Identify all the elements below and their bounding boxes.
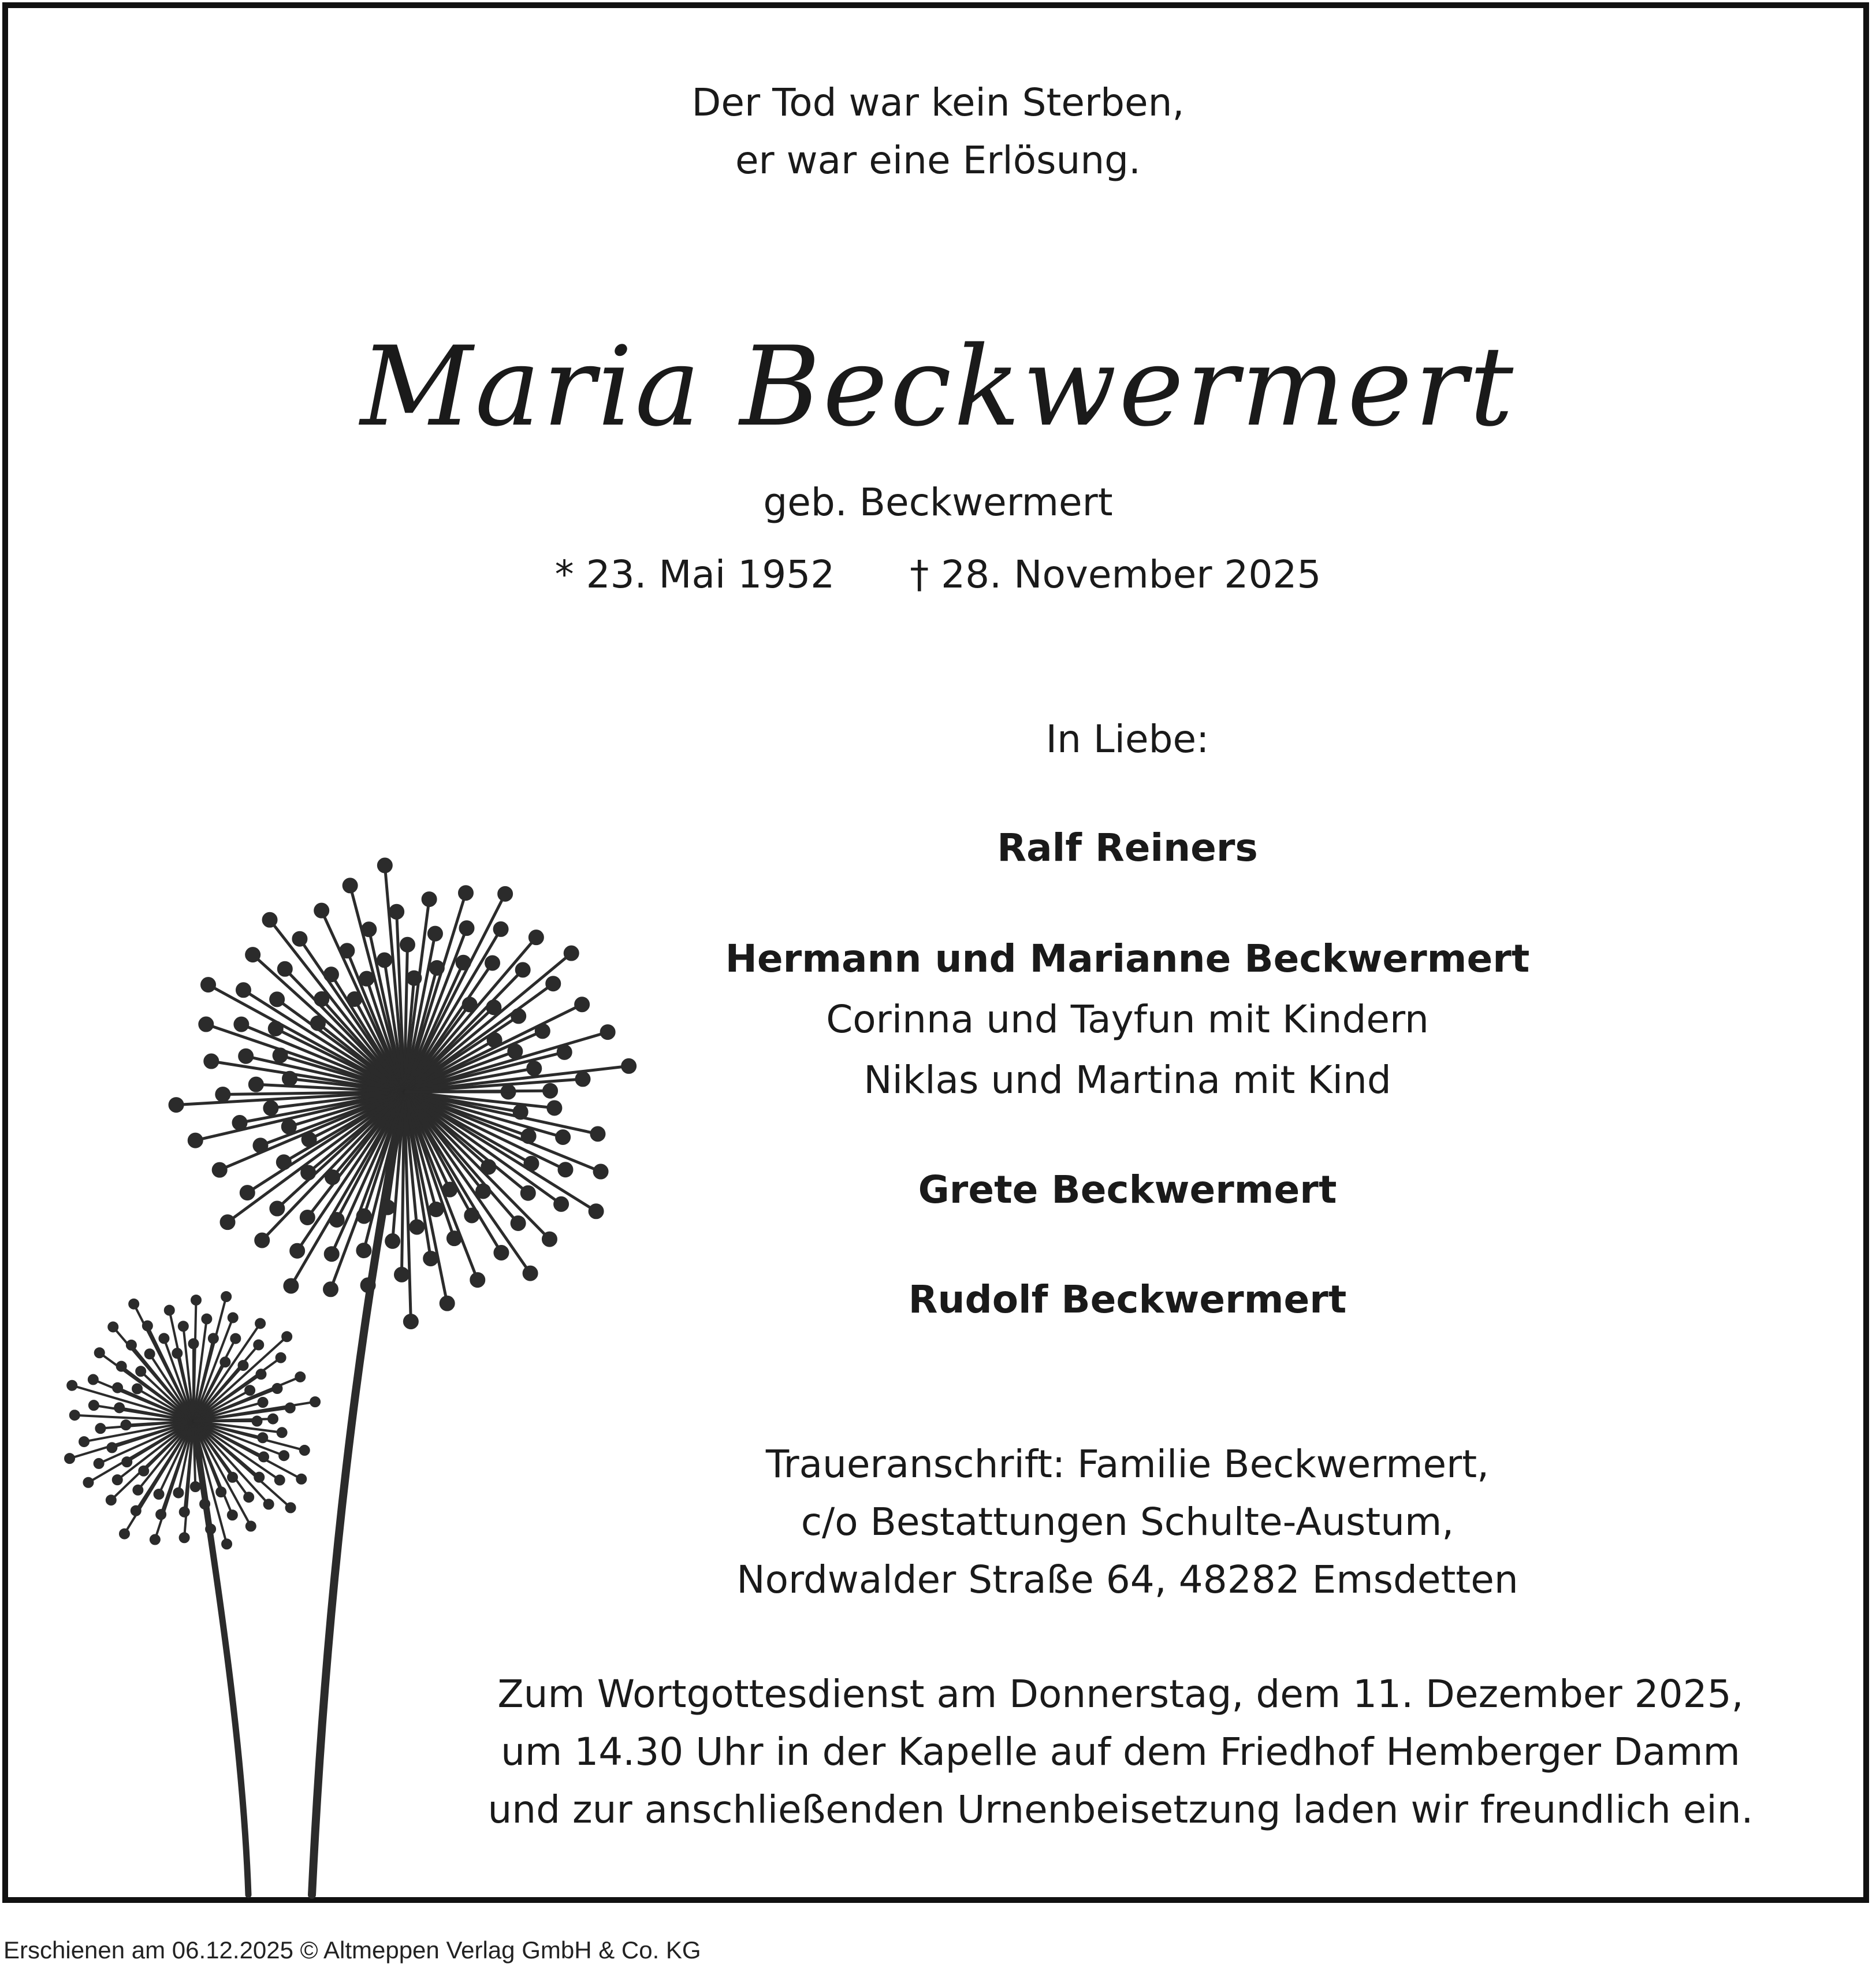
deceased-name: Maria Beckwermert	[360, 323, 1516, 451]
address-line-2: c/o Bestattungen Schulte-Austum,	[801, 1500, 1454, 1544]
mourners-intro: In Liebe:	[1045, 717, 1209, 761]
address-line-1: Traueranschrift: Familie Beckwermert,	[765, 1442, 1490, 1486]
mourner-rudolf: Rudolf Beckwermert	[908, 1277, 1347, 1322]
mourner-grete: Grete Beckwermert	[918, 1168, 1337, 1212]
motto-line-1: Der Tod war kein Sterben,	[691, 80, 1185, 125]
birth-date: * 23. Mai 1952	[554, 552, 835, 597]
maiden-name: geb. Beckwermert	[763, 480, 1113, 525]
mourner-niklas-martina: Niklas und Martina mit Kind	[863, 1058, 1391, 1102]
publication-footer: Erschienen am 06.12.2025 © Altmeppen Verlag GmbH & Co. KG	[3, 1936, 701, 1964]
mourner-ralf-reiners: Ralf Reiners	[997, 826, 1258, 870]
motto-line-2: er war eine Erlösung.	[735, 138, 1141, 183]
death-date: † 28. November 2025	[910, 552, 1322, 597]
address-line-3: Nordwalder Straße 64, 48282 Emsdetten	[736, 1557, 1518, 1602]
mourner-hermann-marianne: Hermann und Marianne Beckwermert	[725, 936, 1530, 981]
life-dates	[555, 546, 1322, 604]
service-line-1: Zum Wortgottesdienst am Donnerstag, dem 11. Dezember 2025,	[497, 1672, 1744, 1716]
mourner-corinna-tayfun: Corinna und Tayfun mit Kindern	[826, 997, 1429, 1042]
service-line-3: und zur anschließenden Urnenbeisetzung laden wir freundlich ein.	[487, 1787, 1754, 1832]
service-line-2: um 14.30 Uhr in der Kapelle auf dem Friedhof Hemberger Damm	[501, 1730, 1740, 1774]
